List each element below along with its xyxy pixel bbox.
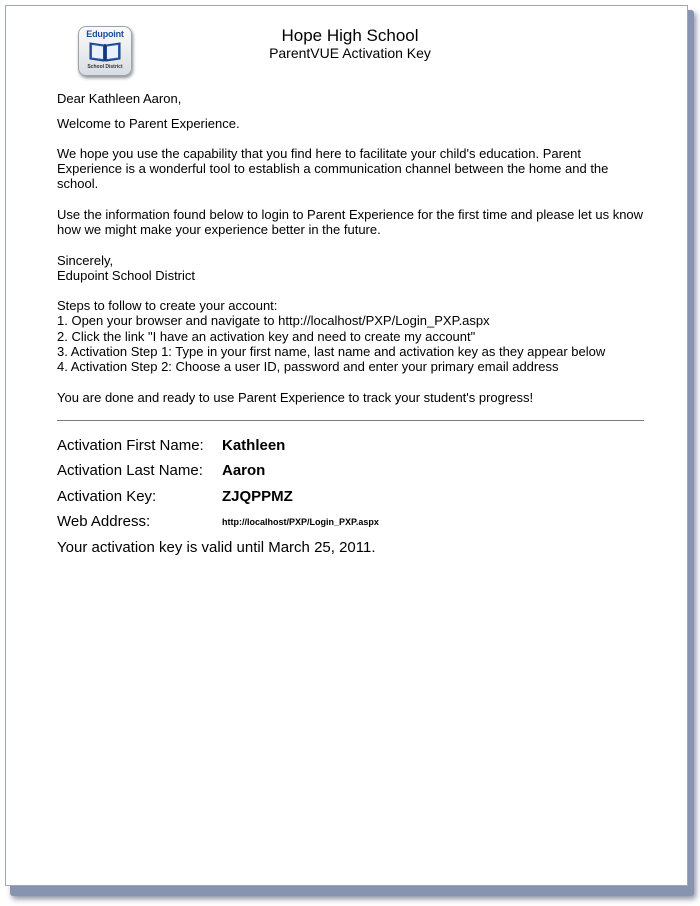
step-item-1: 1. Open your browser and navigate to http://localhost/PXP/Login_PXP.aspx <box>57 313 490 328</box>
paragraph-intro: We hope you use the capability that you find here to facilitate your child's education. Parent Experience is a wonderful tool to establish a communication channel between the home and the school. <box>57 146 609 191</box>
welcome-line: Welcome to Parent Experience. <box>57 116 240 131</box>
last-name-value: Aaron <box>222 462 266 479</box>
logo-bottom-text: School District <box>87 64 123 70</box>
document-subtitle: ParentVUE Activation Key <box>269 45 431 61</box>
step-item-2: 2. Click the link "I have an activation key and need to create my account" <box>57 329 476 344</box>
divider <box>57 420 644 421</box>
signature: Edupoint School District <box>57 268 196 283</box>
activation-key-label: Activation Key: <box>57 488 157 505</box>
done-line: You are done and ready to use Parent Experience to track your student's progress! <box>57 390 534 405</box>
logo-top-text: Edupoint <box>86 29 124 39</box>
school-name: Hope High School <box>281 26 419 45</box>
paragraph-login: Use the information found below to login to Parent Experience for the first time and please let us know how we might make your experience better in the future. <box>57 207 644 237</box>
last-name-label: Activation Last Name: <box>57 462 203 479</box>
greeting: Dear Kathleen Aaron, <box>57 91 182 106</box>
first-name-value: Kathleen <box>222 437 286 454</box>
steps-title: Steps to follow to create your account: <box>57 298 278 313</box>
web-address-value: http://localhost/PXP/Login_PXP.aspx <box>222 517 379 527</box>
first-name-label: Activation First Name: <box>57 437 204 454</box>
web-address-label: Web Address: <box>57 513 151 530</box>
step-item-4: 4. Activation Step 2: Choose a user ID, password and enter your primary email address <box>57 359 559 374</box>
step-item-3: 3. Activation Step 1: Type in your first name, last name and activation key as they appear below <box>57 344 606 359</box>
validity-note: Your activation key is valid until March 25, 2011. <box>57 539 376 556</box>
closing: Sincerely, <box>57 253 114 268</box>
activation-key-value: ZJQPPMZ <box>222 488 293 505</box>
